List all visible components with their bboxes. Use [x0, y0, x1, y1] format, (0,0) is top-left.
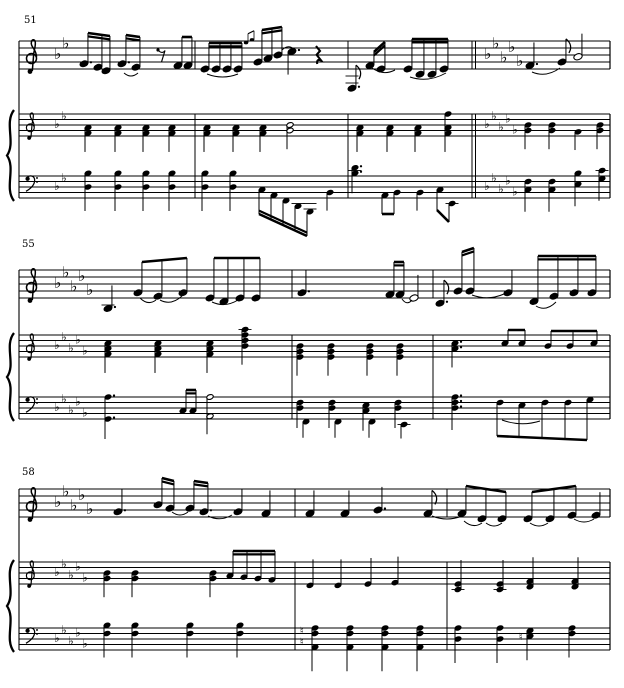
flat-sign: ♭	[86, 280, 94, 299]
flat-sign: ♭	[75, 394, 81, 409]
flat-sign: ♭	[54, 273, 62, 292]
flat-sign: ♭	[54, 179, 60, 194]
system-51	[7, 15, 610, 236]
flat-sign: ♭	[498, 181, 504, 196]
flat-sign: ♭	[492, 34, 500, 53]
flat-sign: ♭	[70, 277, 78, 296]
flat-sign: ♭	[82, 570, 88, 585]
piano-bass-staff	[19, 622, 610, 671]
natural-sign: ♮	[300, 626, 304, 637]
flat-sign: ♭	[498, 119, 504, 134]
slur	[574, 519, 594, 522]
piano-bass-staff	[19, 390, 610, 440]
flat-sign: ♭	[516, 51, 524, 70]
slur	[530, 523, 548, 526]
flat-sign: ♭	[78, 266, 86, 285]
melody-staff	[19, 27, 610, 92]
flat-sign: ♭	[54, 338, 60, 353]
piano-bass-staff	[19, 164, 610, 236]
piano-treble-staff	[19, 551, 610, 597]
flat-sign: ♭	[68, 633, 74, 648]
slur	[160, 296, 182, 302]
natural-sign: ♮	[519, 632, 523, 643]
bass-clef-icon	[25, 397, 37, 412]
flat-sign: ♭	[512, 184, 518, 199]
slur	[472, 294, 504, 298]
flat-sign: ♭	[68, 340, 74, 355]
flat-sign: ♭	[61, 622, 67, 637]
system-55	[7, 239, 610, 440]
flat-sign: ♭	[491, 170, 497, 185]
flat-sign: ♭	[61, 170, 67, 185]
slur	[172, 512, 188, 515]
flat-sign: ♭	[508, 37, 516, 56]
flat-sign: ♭	[78, 485, 86, 504]
flat-sign: ♭	[54, 492, 62, 511]
flat-sign: ♭	[505, 173, 511, 188]
flat-sign: ♭	[54, 565, 60, 580]
measure-number: 51	[24, 15, 37, 26]
flat-sign: ♭	[82, 343, 88, 358]
system-58	[7, 467, 610, 671]
flat-sign: ♭	[75, 625, 81, 640]
slur	[486, 523, 502, 526]
grand-staff-brace	[7, 110, 14, 201]
flat-sign: ♭	[68, 567, 74, 582]
flat-sign: ♭	[61, 108, 67, 123]
flat-sign: ♭	[61, 391, 67, 406]
grand-staff-brace	[7, 560, 14, 652]
flat-sign: ♭	[70, 496, 78, 515]
grand-staff-brace	[7, 333, 14, 421]
flat-sign: ♭	[62, 263, 70, 282]
melody-staff	[19, 248, 610, 313]
measure-number: 55	[22, 239, 35, 250]
flat-sign: ♭	[75, 559, 81, 574]
natural-sign: ♮	[300, 637, 304, 648]
flat-sign: ♭	[54, 117, 60, 132]
flat-sign: ♭	[61, 329, 67, 344]
flat-sign: ♭	[61, 556, 67, 571]
flat-sign: ♭	[505, 111, 511, 126]
piano-treble-staff	[19, 326, 610, 376]
flat-sign: ♭	[500, 48, 508, 67]
flat-sign: ♭	[86, 499, 94, 518]
slur	[536, 302, 556, 308]
flat-sign: ♭	[484, 179, 490, 194]
flat-sign: ♭	[62, 34, 70, 53]
melody-staff	[19, 478, 610, 526]
flat-sign: ♭	[82, 636, 88, 651]
flat-sign: ♭	[68, 402, 74, 417]
bass-clef-icon	[25, 628, 37, 643]
slur	[124, 73, 138, 76]
flat-sign: ♭	[54, 44, 62, 63]
flat-sign: ♭	[484, 44, 492, 63]
piano-treble-staff	[19, 109, 610, 152]
slur	[207, 74, 238, 77]
flat-sign: ♭	[82, 405, 88, 420]
slur	[502, 420, 540, 424]
flat-sign: ♭	[75, 332, 81, 347]
flat-sign: ♭	[54, 631, 60, 646]
bass-clef-icon	[25, 176, 37, 191]
flat-sign: ♭	[484, 117, 490, 132]
slur	[140, 298, 156, 303]
flat-sign: ♭	[62, 482, 70, 501]
flat-sign: ♭	[54, 400, 60, 415]
measure-number: 58	[22, 467, 35, 478]
flat-sign: ♭	[512, 122, 518, 137]
flat-sign: ♭	[491, 108, 497, 123]
